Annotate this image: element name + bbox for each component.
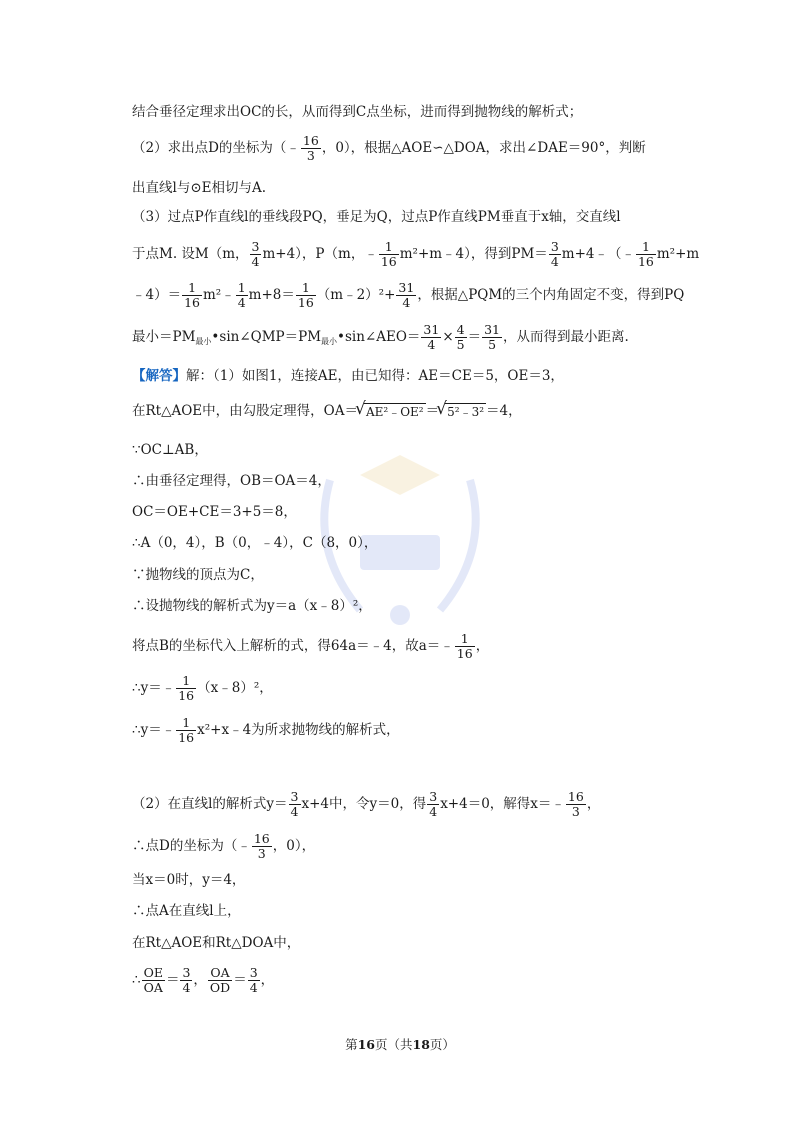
text-line: （2）求出点D的坐标为（﹣ $\frac{16}{3}$ ，0），根据△AOE∽△DOA，求出∠DAE＝90°，判断 xyxy=(132,133,646,163)
page-number: 16 xyxy=(357,1037,375,1052)
text-line: ∴点D的坐标为（﹣ $\frac{16}{3}$ ，0）， xyxy=(132,831,316,861)
text-line: ∴ $\frac{OE}{OA}$ ＝ $\frac{3}{4}$ ， $\frac{OA}{OD}$ ＝ $\frac{3}{4}$ ， xyxy=(132,965,275,995)
text-line: 在Rt△AOE和Rt△DOA中， xyxy=(132,935,301,951)
text-line: 在Rt△AOE中，由勾股定理得，OA＝√ AE²﹣OE² ＝√ 5²﹣3² ＝4， xyxy=(132,401,522,421)
square-root: √ AE²﹣OE² xyxy=(364,403,426,420)
page-footer: 第16页（共18页） xyxy=(345,1037,455,1052)
text-line: ﹣4）＝ $\frac{1}{16}$ m²﹣ $\frac{1}{4}$ m+8＝ $\frac{1}{16}$ （m﹣2）²+ $\frac{31}{4}$ ，根据△PQM的三个内角固定不变，得到PQ xyxy=(132,280,685,310)
text-line: 结合垂径定理求出OC的长，从而得到C点坐标，进而得到抛物线的解析式； xyxy=(132,104,583,120)
fraction: $\frac{16}{3}$ xyxy=(302,133,319,163)
text-line: ∴由垂径定理得，OB＝OA＝4， xyxy=(132,473,331,489)
text-line: ∵OC⊥AB， xyxy=(132,442,208,458)
total-pages: 18 xyxy=(412,1037,430,1052)
text-line: ∴y＝﹣ $\frac{1}{16}$ （x﹣8）²， xyxy=(132,673,273,703)
text-line: OC＝OE+CE＝3+5＝8， xyxy=(132,504,297,520)
square-root: √ 5²﹣3² xyxy=(445,403,486,420)
text-line: 于点M. 设M（m， $\frac{3}{4}$ m+4），P（m，﹣ $\frac{1}{16}$ m²+m﹣4），得到PM＝ $\frac{3}{4}$ m+4﹣（﹣ $\frac{1}{16}$ m²+m xyxy=(132,239,700,269)
text-line: ∴点A在直线l上， xyxy=(132,903,241,919)
text-line: 【解答】解：（1）如图1，连接AE，由已知得：AE＝CE＝5，OE＝3， xyxy=(132,368,564,384)
text-line: 出直线l与⊙E相切与A. xyxy=(132,180,267,196)
text-line: 将点B的坐标代入上解析的式，得64a＝﹣4，故a＝﹣ $\frac{1}{16}$ ， xyxy=(132,631,490,661)
answer-heading: 【解答】 xyxy=(132,368,186,384)
text-line: （3）过点P作直线l的垂线段PQ，垂足为Q，过点P作直线PM垂直于x轴，交直线l xyxy=(132,209,621,225)
text-line: 最小$=PM_{最小}•\sin\angle QMP=PM_{最小}•\sin\angle AEO=$ $\frac{31}{4}$ × $\frac{4}{5}$ ＝ $\frac{31}{5}$ ，从而得到最小距离. xyxy=(132,322,629,352)
text-line: ∴设抛物线的解析式为y＝a（x﹣8）²， xyxy=(132,598,372,614)
text-line: ∴y＝﹣ $\frac{1}{16}$ x²+x﹣4为所求抛物线的解析式， xyxy=(132,715,400,745)
text-line: （2）在直线l的解析式y＝ $\frac{3}{4}$ x+4中，令y＝0，得 $\frac{3}{4}$ x+4＝0，解得x＝﹣ $\frac{16}{3}$ ， xyxy=(132,789,601,819)
text-line: ∴A（0，4），B（0，﹣4），C（8，0）， xyxy=(132,535,378,551)
text-line: ∵抛物线的顶点为C， xyxy=(132,567,264,583)
text-line: 当x＝0时，y＝4， xyxy=(132,872,246,888)
